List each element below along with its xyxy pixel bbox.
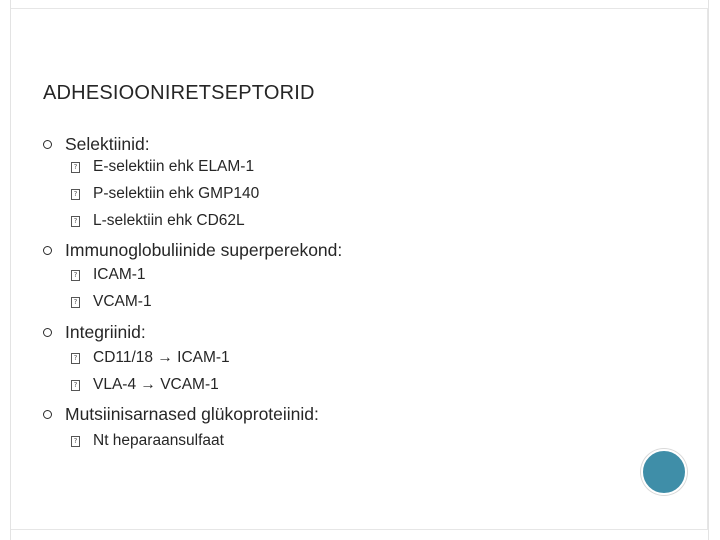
sub-bullet-label: VCAM-1 <box>93 293 152 310</box>
slide-title: ADHESIOONIRETSEPTORID <box>43 82 315 104</box>
sub-bullet-label: ICAM-1 <box>93 266 146 283</box>
missing-glyph-box-icon: ? <box>71 162 80 173</box>
sub-bullet-item <box>71 292 152 312</box>
bullet-label: Selektiinid: <box>65 133 150 154</box>
sub-bullet-item <box>71 157 254 177</box>
sub-bullet-label: E-selektiin ehk ELAM-1 <box>93 158 255 175</box>
hollow-circle-icon <box>43 410 52 419</box>
bullet-label: Integriinid: <box>65 321 146 342</box>
bullet-item-immunoglobulins <box>43 238 342 262</box>
sub-bullet-label: CD11/18 → ICAM-1 <box>93 349 230 366</box>
sub-bullet-item <box>71 375 219 395</box>
sub-bullet-label: L-selektiin ehk CD62L <box>93 212 245 229</box>
bullet-label: Mutsiinisarnased glükoproteiinid: <box>65 403 319 424</box>
missing-glyph-box-icon: ? <box>71 189 80 200</box>
bullet-label: Immunoglobuliinide superperekond: <box>65 239 343 260</box>
hollow-circle-icon <box>43 246 52 255</box>
sub-bullet-label: Nt heparaansulfaat <box>93 432 224 449</box>
missing-glyph-box-icon: ? <box>71 380 80 391</box>
sub-bullet-label: P-selektiin ehk GMP140 <box>93 185 260 202</box>
sub-bullet-item <box>71 184 259 204</box>
hollow-circle-icon <box>43 328 52 337</box>
missing-glyph-box-icon: ? <box>71 436 80 447</box>
missing-glyph-box-icon: ? <box>71 216 80 227</box>
sub-bullet-label: VLA-4 → VCAM-1 <box>93 376 219 393</box>
hollow-circle-icon <box>43 140 52 149</box>
missing-glyph-box-icon: ? <box>71 353 80 364</box>
missing-glyph-box-icon: ? <box>71 297 80 308</box>
sub-bullet-item <box>71 265 146 285</box>
sub-bullet-item <box>71 431 224 451</box>
decorative-circle <box>641 449 687 495</box>
bullet-item-integriinid <box>43 320 146 344</box>
sub-bullet-item <box>71 348 230 368</box>
bullet-item-mucin-like <box>43 402 319 426</box>
missing-glyph-box-icon: ? <box>71 270 80 281</box>
bullet-item-selektiinid <box>43 132 150 156</box>
sub-bullet-item <box>71 211 245 231</box>
